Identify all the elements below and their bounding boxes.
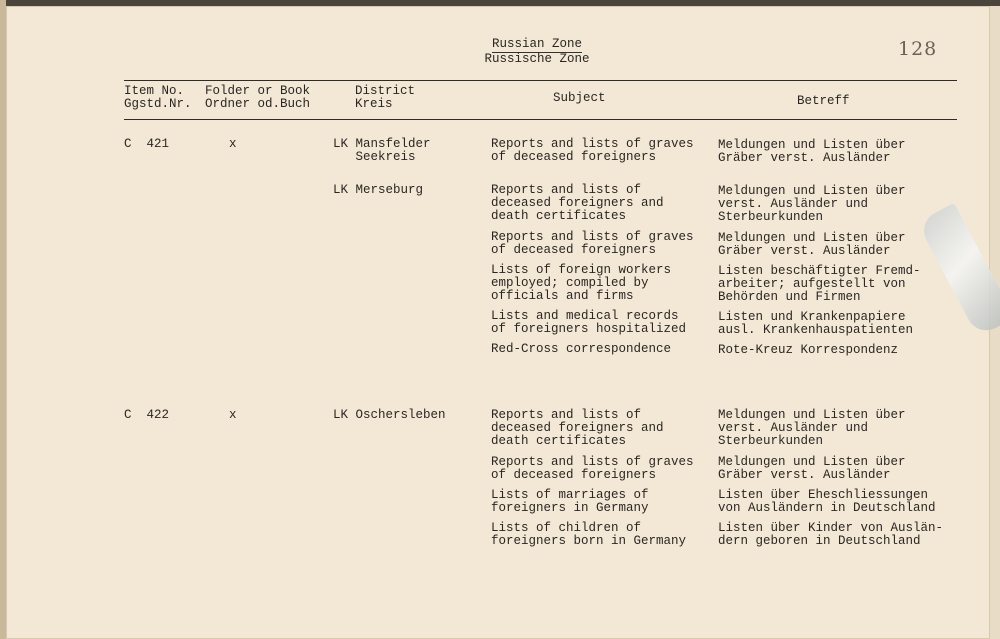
subject-cell: Reports and lists of deceased foreigners and death certificates bbox=[491, 183, 664, 223]
subject-cell: Reports and lists of graves of deceased foreigners bbox=[491, 137, 694, 164]
subject-cell: Lists of marriages of foreigners in Germany bbox=[491, 488, 649, 515]
district-cell: LK Merseburg bbox=[333, 183, 424, 197]
subject-cell: Reports and lists of deceased foreigners and death certificates bbox=[491, 408, 664, 448]
district-cell: LK Oschersleben bbox=[333, 408, 446, 422]
header-rule-bottom bbox=[124, 119, 957, 120]
col-header-subject: Subject bbox=[553, 91, 606, 105]
folder-mark: x bbox=[229, 408, 237, 422]
district-cell: LK Mansfelder Seekreis bbox=[333, 137, 431, 164]
subject-cell: Lists of foreign workers employed; compiled by officials and firms bbox=[491, 263, 672, 303]
zone-title-english: Russian Zone bbox=[491, 37, 582, 51]
subject-cell: Red-Cross correspondence bbox=[491, 342, 672, 356]
betreff-cell: Listen über Eheschliessungen von Ausländern in Deutschland bbox=[718, 488, 936, 515]
betreff-cell: Meldungen und Listen über Gräber verst. Ausländer bbox=[718, 231, 906, 258]
col-header-item-no: Item No. Ggstd.Nr. bbox=[124, 84, 192, 111]
item-number: C 422 bbox=[124, 408, 170, 422]
col-header-betreff: Betreff bbox=[797, 94, 850, 108]
betreff-cell: Meldungen und Listen über verst. Ausländer und Sterbeurkunden bbox=[718, 184, 906, 224]
subject-cell: Lists of children of foreigners born in Germany bbox=[491, 521, 687, 548]
subject-cell: Reports and lists of graves of deceased foreigners bbox=[491, 455, 694, 482]
betreff-cell: Meldungen und Listen über Gräber verst. Ausländer bbox=[718, 138, 906, 165]
betreff-cell: Meldungen und Listen über Gräber verst. Ausländer bbox=[718, 455, 906, 482]
page-number: 128 bbox=[898, 38, 938, 60]
betreff-cell: Listen über Kinder von Auslän- dern geboren in Deutschland bbox=[718, 521, 944, 548]
betreff-cell: Meldungen und Listen über verst. Ausländer und Sterbeurkunden bbox=[718, 408, 906, 448]
subject-cell: Reports and lists of graves of deceased foreigners bbox=[491, 230, 694, 257]
col-header-folder: Folder or Book Ordner od.Buch bbox=[205, 84, 311, 111]
zone-title bbox=[482, 38, 592, 66]
folder-mark: x bbox=[229, 137, 237, 151]
col-header-district: District Kreis bbox=[355, 84, 416, 111]
betreff-cell: Listen beschäftigter Fremd- arbeiter; aufgestellt von Behörden und Firmen bbox=[718, 264, 921, 304]
betreff-cell: Rote-Kreuz Korrespondenz bbox=[718, 343, 899, 357]
header-rule-top bbox=[124, 80, 957, 81]
betreff-cell: Listen und Krankenpapiere ausl. Krankenhauspatienten bbox=[718, 310, 914, 337]
subject-cell: Lists and medical records of foreigners hospitalized bbox=[491, 309, 687, 336]
item-number: C 421 bbox=[124, 137, 170, 151]
zone-title-german: Russische Zone bbox=[484, 52, 590, 66]
